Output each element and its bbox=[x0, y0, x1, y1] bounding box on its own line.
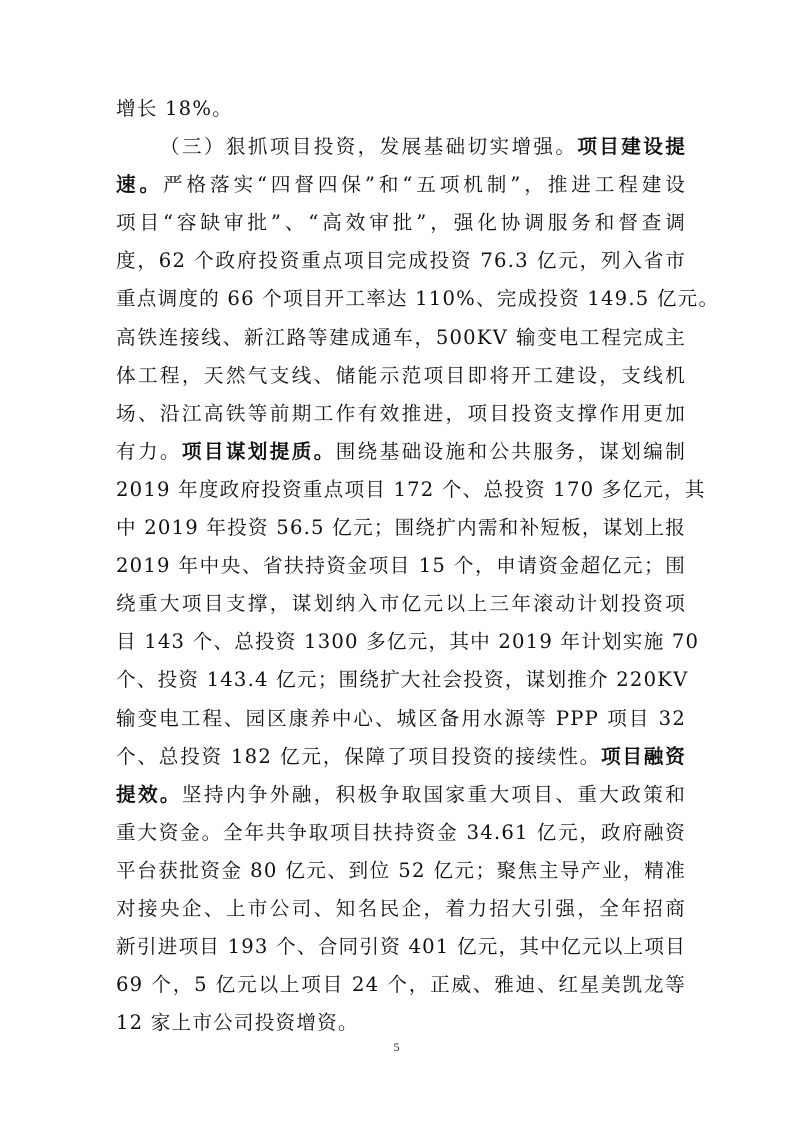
text-segment: 新引进项目 193 个、合同引资 401 亿元，其中亿元以上项目 bbox=[116, 935, 686, 959]
text-segment: 有力。 bbox=[116, 439, 182, 463]
text-segment: 体工程，天然气支线、储能示范项目即将开工建设，支线机 bbox=[116, 363, 686, 387]
text-segment: 个、投资 143.4 亿元；围绕扩大社会投资，谋划推介 220KV bbox=[116, 668, 689, 692]
text-segment: 平台获批资金 80 亿元、到位 52 亿元；聚焦主导产业，精准 bbox=[116, 858, 686, 882]
text-line bbox=[116, 852, 686, 890]
text-segment: 高铁连接线、新江路等建成通车，500KV 输变电工程完成主 bbox=[116, 325, 686, 349]
bold-heading-segment: 提效。 bbox=[116, 782, 182, 806]
text-line bbox=[116, 776, 686, 814]
bold-heading-segment: 速。 bbox=[116, 173, 163, 197]
bold-heading-segment: 项目谋划提质。 bbox=[181, 439, 336, 463]
page-number: 5 bbox=[393, 1040, 400, 1054]
text-segment: 项目“容缺审批”、“高效审批”，强化协调服务和督查调 bbox=[116, 211, 686, 235]
text-line bbox=[116, 128, 686, 166]
text-line bbox=[116, 814, 686, 852]
text-line bbox=[116, 1004, 686, 1042]
text-line bbox=[116, 166, 686, 204]
text-segment: 场、沿江高铁等前期工作有效推进，项目投资支撑作用更加 bbox=[116, 401, 686, 425]
text-segment: 2019 年度政府投资重点项目 172 个、总投资 170 多亿元，其 bbox=[116, 477, 706, 501]
text-segment: 度，62 个政府投资重点项目完成投资 76.3 亿元，列入省市 bbox=[116, 249, 686, 273]
text-segment: 重大资金。全年共争取项目扶持资金 34.61 亿元，政府融资 bbox=[116, 820, 686, 844]
text-segment: 目 143 个、总投资 1300 多亿元，其中 2019 年计划实施 70 bbox=[116, 630, 700, 654]
text-segment: 严格落实“四督四保”和“五项机制”，推进工程建设 bbox=[163, 173, 686, 197]
text-line bbox=[116, 471, 706, 509]
text-line bbox=[116, 319, 686, 357]
text-segment: 对接央企、上市公司、知名民企，着力招大引强，全年招商 bbox=[116, 896, 686, 920]
text-line bbox=[116, 890, 686, 928]
text-line bbox=[116, 700, 686, 738]
text-segment: 输变电工程、园区康养中心、城区备用水源等 PPP 项目 32 bbox=[116, 706, 686, 730]
text-segment: 重点调度的 66 个项目开工率达 110%、完成投资 149.5 亿元。 bbox=[116, 287, 720, 311]
text-line bbox=[116, 738, 686, 776]
text-segment: 中 2019 年投资 56.5 亿元；围绕扩内需和补短板，谋划上报 bbox=[116, 516, 686, 540]
text-line bbox=[116, 90, 686, 128]
text-line bbox=[116, 928, 686, 966]
text-line bbox=[116, 242, 686, 280]
text-segment: 增长 18%。 bbox=[116, 97, 233, 120]
bold-heading-segment: 项目融资 bbox=[601, 744, 686, 768]
text-line bbox=[116, 509, 686, 547]
text-line bbox=[116, 280, 720, 318]
body-text bbox=[116, 90, 720, 1042]
text-segment: 围绕基础设施和公共服务，谋划编制 bbox=[335, 439, 686, 463]
text-line bbox=[116, 204, 686, 242]
text-line bbox=[116, 966, 686, 1004]
text-line bbox=[116, 395, 686, 433]
text-segment: 69 个，5 亿元以上项目 24 个，正威、雅迪、红星美凯龙等 bbox=[116, 973, 686, 997]
text-line bbox=[116, 585, 686, 623]
text-line bbox=[116, 433, 686, 471]
text-line bbox=[116, 623, 700, 661]
text-line bbox=[116, 357, 686, 395]
text-segment: 绕重大项目支撑，谋划纳入市亿元以上三年滚动计划投资项 bbox=[116, 592, 686, 616]
text-segment: （三）狠抓项目投资，发展基础切实增强。 bbox=[160, 135, 578, 159]
text-segment: 个、总投资 182 亿元，保障了项目投资的接续性。 bbox=[116, 744, 601, 768]
bold-heading-segment: 项目建设提 bbox=[577, 135, 686, 159]
text-segment: 2019 年中央、省扶持资金项目 15 个，申请资金超亿元；围 bbox=[116, 554, 686, 578]
text-line bbox=[116, 661, 689, 699]
text-segment: 12 家上市公司投资增资。 bbox=[116, 1011, 359, 1035]
text-line bbox=[116, 547, 686, 585]
text-segment: 坚持内争外融，积极争取国家重大项目、重大政策和 bbox=[181, 782, 686, 806]
